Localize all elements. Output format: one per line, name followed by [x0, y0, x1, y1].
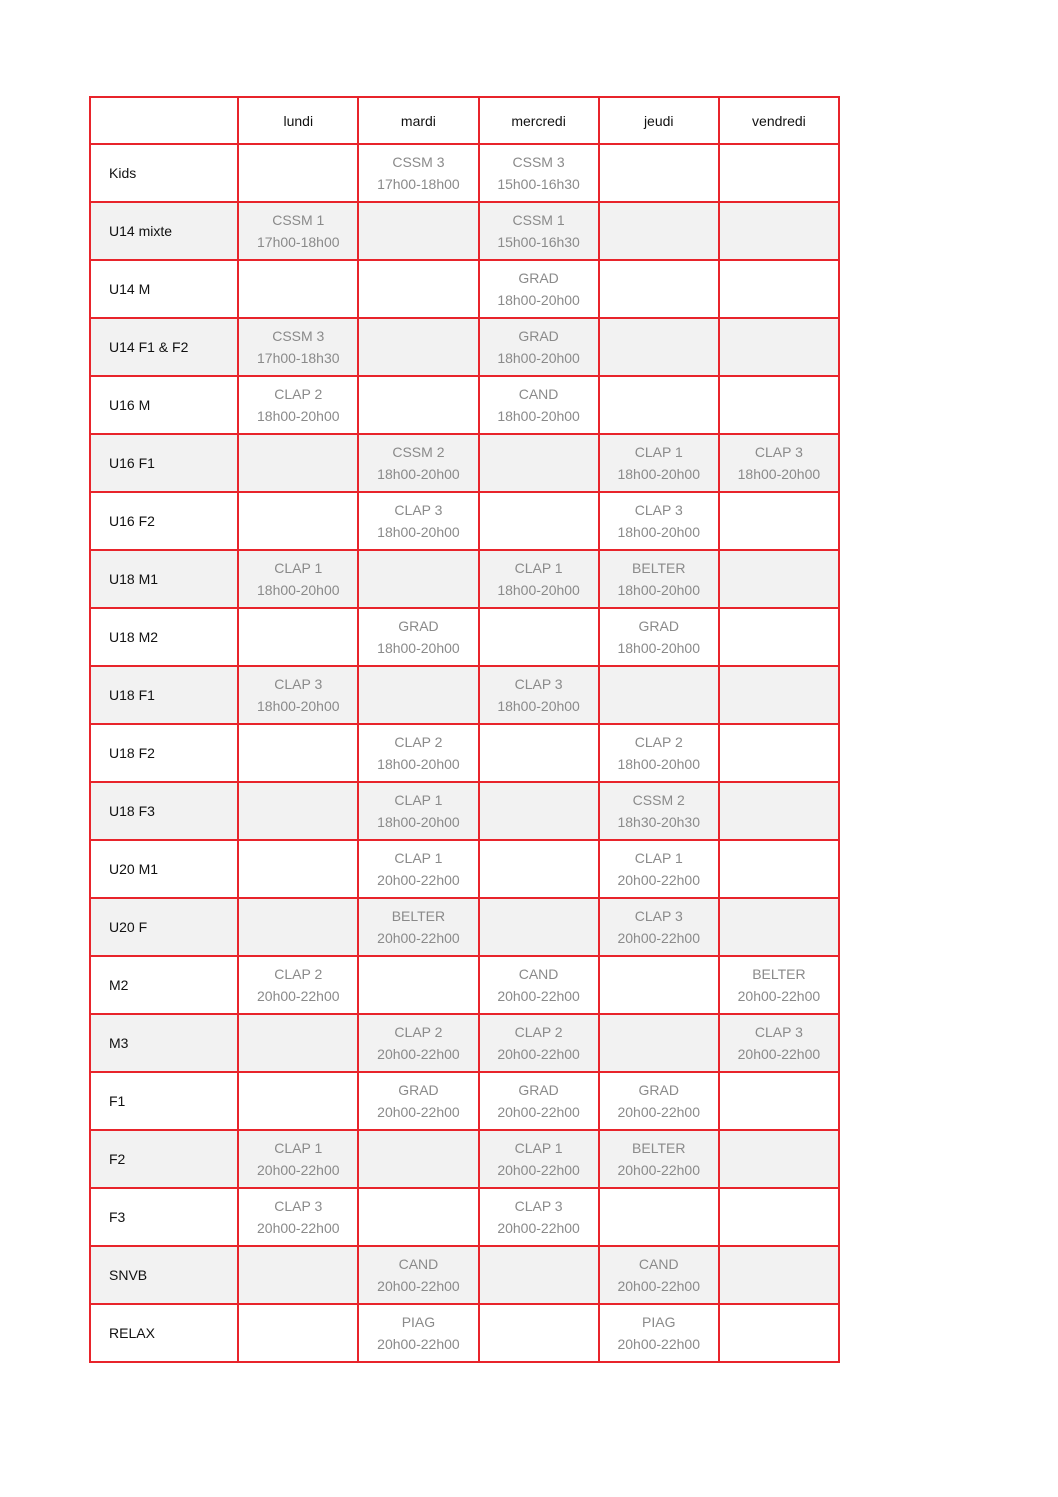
- venue-label: CLAP 1: [394, 850, 443, 866]
- schedule-cell-mercredi: [479, 956, 599, 1014]
- venue-label: CLAP 3: [274, 1198, 323, 1214]
- time-range: 20h00-22h00: [377, 930, 460, 946]
- venue-label: CLAP 3: [514, 1198, 563, 1214]
- time-range: 20h00-22h00: [737, 988, 821, 1004]
- time-range: 20h00-22h00: [497, 1046, 580, 1062]
- team-label: U18 F1: [90, 666, 238, 724]
- venue-label: CAND: [518, 966, 559, 982]
- schedule-cell-mardi: [358, 318, 478, 376]
- venue-label: GRAD: [518, 270, 559, 286]
- time-range: 18h00-20h00: [257, 408, 340, 424]
- day-header-lundi: lundi: [238, 97, 358, 144]
- time-range: 18h00-20h00: [497, 350, 580, 366]
- time-range: 20h00-22h00: [377, 1046, 460, 1062]
- time-range: 20h00-22h00: [617, 872, 700, 888]
- table-row: [90, 434, 839, 492]
- corner-cell: [90, 97, 238, 144]
- table-row: [90, 782, 839, 840]
- schedule-cell-mercredi: [479, 1246, 599, 1304]
- team-label: U14 mixte: [90, 202, 238, 260]
- schedule-cell-jeudi: [599, 1130, 719, 1188]
- schedule-cell-lundi: [238, 1072, 358, 1130]
- table-row: [90, 1130, 839, 1188]
- schedule-cell-mercredi: [479, 1188, 599, 1246]
- schedule-cell-vendredi: [719, 666, 839, 724]
- time-range: 18h00-20h00: [257, 582, 340, 598]
- time-range: 18h00-20h00: [737, 466, 821, 482]
- venue-label: GRAD: [398, 1082, 439, 1098]
- time-range: 17h00-18h00: [257, 234, 340, 250]
- team-label: Kids: [90, 144, 238, 202]
- time-range: 18h00-20h00: [377, 814, 460, 830]
- schedule-cell-jeudi: [599, 318, 719, 376]
- schedule-cell-jeudi: [599, 550, 719, 608]
- time-range: 20h00-22h00: [377, 1104, 460, 1120]
- team-label: F1: [90, 1072, 238, 1130]
- schedule-cell-jeudi: [599, 492, 719, 550]
- schedule-cell-mardi: [358, 1072, 478, 1130]
- time-range: 20h00-22h00: [737, 1046, 821, 1062]
- time-range: 20h00-22h00: [377, 1336, 460, 1352]
- table-row: [90, 1014, 839, 1072]
- schedule-cell-lundi: [238, 840, 358, 898]
- day-header-jeudi: jeudi: [599, 97, 719, 144]
- schedule-cell-jeudi: [599, 956, 719, 1014]
- venue-label: CLAP 3: [274, 676, 323, 692]
- schedule-cell-mardi: [358, 492, 478, 550]
- venue-label: CAND: [638, 1256, 679, 1272]
- schedule-cell-vendredi: [719, 1246, 839, 1304]
- team-label: U14 F1 & F2: [90, 318, 238, 376]
- table-row: [90, 956, 839, 1014]
- time-range: 18h00-20h00: [617, 582, 700, 598]
- venue-label: BELTER: [632, 1140, 686, 1156]
- schedule-cell-mercredi: [479, 1014, 599, 1072]
- schedule-cell-jeudi: [599, 1014, 719, 1072]
- time-range: 18h00-20h00: [257, 698, 340, 714]
- time-range: 18h00-20h00: [617, 756, 700, 772]
- venue-label: BELTER: [632, 560, 686, 576]
- team-label: U16 F2: [90, 492, 238, 550]
- time-range: 20h00-22h00: [257, 1220, 340, 1236]
- schedule-cell-jeudi: [599, 898, 719, 956]
- venue-label: CLAP 1: [274, 560, 323, 576]
- time-range: 18h00-20h00: [377, 640, 460, 656]
- venue-label: BELTER: [391, 908, 446, 924]
- schedule-cell-vendredi: [719, 1014, 839, 1072]
- time-range: 18h00-20h00: [497, 698, 580, 714]
- schedule-cell-lundi: [238, 1188, 358, 1246]
- schedule-cell-mercredi: [479, 376, 599, 434]
- training-schedule-table: [89, 96, 840, 1363]
- schedule-cell-vendredi: [719, 898, 839, 956]
- venue-label: CLAP 1: [514, 560, 563, 576]
- team-label: U18 F2: [90, 724, 238, 782]
- table-row: [90, 144, 839, 202]
- time-range: 20h00-22h00: [377, 872, 460, 888]
- schedule-cell-vendredi: [719, 1130, 839, 1188]
- schedule-cell-mardi: [358, 1304, 478, 1362]
- time-range: 20h00-22h00: [497, 1220, 580, 1236]
- schedule-cell-lundi: [238, 318, 358, 376]
- venue-label: CAND: [398, 1256, 439, 1272]
- schedule-cell-mercredi: [479, 1072, 599, 1130]
- venue-label: CLAP 1: [394, 792, 443, 808]
- schedule-cell-jeudi: [599, 202, 719, 260]
- schedule-cell-jeudi: [599, 724, 719, 782]
- venue-label: CLAP 2: [274, 386, 323, 402]
- schedule-cell-mardi: [358, 260, 478, 318]
- venue-label: CLAP 3: [634, 908, 683, 924]
- schedule-cell-vendredi: [719, 376, 839, 434]
- schedule-cell-mardi: [358, 666, 478, 724]
- schedule-cell-lundi: [238, 144, 358, 202]
- time-range: 20h00-22h00: [617, 1278, 700, 1294]
- table-row: [90, 202, 839, 260]
- header-row: [90, 97, 839, 144]
- time-range: 18h00-20h00: [497, 292, 580, 308]
- time-range: 18h00-20h00: [377, 466, 460, 482]
- venue-label: CLAP 3: [754, 1024, 803, 1040]
- schedule-cell-mercredi: [479, 202, 599, 260]
- time-range: 17h00-18h00: [377, 176, 460, 192]
- team-label: M3: [90, 1014, 238, 1072]
- schedule-cell-vendredi: [719, 1304, 839, 1362]
- team-label: U20 M1: [90, 840, 238, 898]
- schedule-cell-vendredi: [719, 202, 839, 260]
- venue-label: CLAP 2: [634, 734, 683, 750]
- schedule-cell-vendredi: [719, 318, 839, 376]
- schedule-cell-vendredi: [719, 956, 839, 1014]
- schedule-cell-lundi: [238, 608, 358, 666]
- schedule-cell-lundi: [238, 666, 358, 724]
- table-row: [90, 724, 839, 782]
- time-range: 20h00-22h00: [617, 1104, 700, 1120]
- schedule-cell-vendredi: [719, 434, 839, 492]
- table-row: [90, 1246, 839, 1304]
- schedule-cell-lundi: [238, 550, 358, 608]
- schedule-cell-vendredi: [719, 840, 839, 898]
- time-range: 15h00-16h30: [497, 176, 580, 192]
- schedule-cell-lundi: [238, 376, 358, 434]
- team-label: U14 M: [90, 260, 238, 318]
- venue-label: CSSM 3: [392, 154, 445, 170]
- table-row: [90, 608, 839, 666]
- table-row: [90, 260, 839, 318]
- schedule-cell-vendredi: [719, 1188, 839, 1246]
- schedule-cell-vendredi: [719, 1072, 839, 1130]
- schedule-cell-vendredi: [719, 782, 839, 840]
- venue-label: CLAP 2: [514, 1024, 563, 1040]
- schedule-cell-mardi: [358, 956, 478, 1014]
- team-label: SNVB: [90, 1246, 238, 1304]
- time-range: 20h00-22h00: [617, 1162, 700, 1178]
- venue-label: CLAP 2: [394, 734, 443, 750]
- schedule-cell-mercredi: [479, 434, 599, 492]
- time-range: 18h00-20h00: [377, 756, 460, 772]
- schedule-cell-mardi: [358, 840, 478, 898]
- time-range: 18h00-20h00: [617, 466, 700, 482]
- table-row: [90, 898, 839, 956]
- venue-label: CLAP 3: [754, 444, 803, 460]
- schedule-cell-mardi: [358, 1188, 478, 1246]
- venue-label: CLAP 3: [514, 676, 563, 692]
- time-range: 18h00-20h00: [377, 524, 460, 540]
- schedule-cell-mercredi: [479, 840, 599, 898]
- schedule-cell-mardi: [358, 782, 478, 840]
- schedule-body: [90, 144, 839, 1362]
- team-label: RELAX: [90, 1304, 238, 1362]
- table-row: [90, 550, 839, 608]
- time-range: 17h00-18h30: [257, 350, 340, 366]
- schedule-cell-mardi: [358, 376, 478, 434]
- schedule-cell-lundi: [238, 202, 358, 260]
- schedule-cell-jeudi: [599, 666, 719, 724]
- venue-label: CLAP 2: [394, 1024, 443, 1040]
- table-row: [90, 376, 839, 434]
- time-range: 18h00-20h00: [617, 524, 700, 540]
- team-label: U18 F3: [90, 782, 238, 840]
- table-row: [90, 1188, 839, 1246]
- venue-label: CLAP 1: [634, 850, 683, 866]
- schedule-cell-lundi: [238, 782, 358, 840]
- time-range: 20h00-22h00: [617, 1336, 700, 1352]
- time-range: 18h00-20h00: [497, 582, 580, 598]
- venue-label: CSSM 2: [632, 792, 685, 808]
- team-label: F3: [90, 1188, 238, 1246]
- schedule-cell-lundi: [238, 956, 358, 1014]
- venue-label: CLAP 3: [634, 502, 683, 518]
- team-label: M2: [90, 956, 238, 1014]
- schedule-cell-mardi: [358, 898, 478, 956]
- schedule-cell-jeudi: [599, 1246, 719, 1304]
- table-row: [90, 492, 839, 550]
- venue-label: CSSM 3: [272, 328, 325, 344]
- time-range: 20h00-22h00: [617, 930, 700, 946]
- schedule-cell-jeudi: [599, 608, 719, 666]
- schedule-cell-mardi: [358, 724, 478, 782]
- team-label: F2: [90, 1130, 238, 1188]
- table-row: [90, 1304, 839, 1362]
- schedule-cell-mercredi: [479, 144, 599, 202]
- time-range: 20h00-22h00: [497, 1104, 580, 1120]
- table-row: [90, 318, 839, 376]
- schedule-cell-mardi: [358, 202, 478, 260]
- schedule-cell-jeudi: [599, 782, 719, 840]
- schedule-cell-mardi: [358, 434, 478, 492]
- team-label: U20 F: [90, 898, 238, 956]
- venue-label: CSSM 3: [512, 154, 565, 170]
- schedule-cell-lundi: [238, 434, 358, 492]
- schedule-cell-vendredi: [719, 724, 839, 782]
- venue-label: GRAD: [638, 618, 679, 634]
- schedule-cell-mercredi: [479, 782, 599, 840]
- schedule-cell-lundi: [238, 898, 358, 956]
- team-label: U16 M: [90, 376, 238, 434]
- schedule-cell-mardi: [358, 144, 478, 202]
- venue-label: CLAP 1: [514, 1140, 563, 1156]
- venue-label: CSSM 2: [392, 444, 445, 460]
- venue-label: CLAP 3: [394, 502, 443, 518]
- schedule-cell-mercredi: [479, 260, 599, 318]
- venue-label: GRAD: [518, 328, 559, 344]
- venue-label: CLAP 1: [274, 1140, 323, 1156]
- time-range: 20h00-22h00: [257, 988, 340, 1004]
- schedule-cell-jeudi: [599, 840, 719, 898]
- schedule-cell-jeudi: [599, 1304, 719, 1362]
- table-row: [90, 666, 839, 724]
- schedule-cell-lundi: [238, 1130, 358, 1188]
- schedule-cell-mardi: [358, 550, 478, 608]
- time-range: 18h00-20h00: [617, 640, 700, 656]
- schedule-cell-mercredi: [479, 724, 599, 782]
- time-range: 20h00-22h00: [377, 1278, 460, 1294]
- schedule-cell-mardi: [358, 1014, 478, 1072]
- venue-label: PIAG: [401, 1314, 436, 1330]
- schedule-cell-mercredi: [479, 608, 599, 666]
- team-label: U18 M1: [90, 550, 238, 608]
- venue-label: CSSM 1: [272, 212, 325, 228]
- day-header-mercredi: mercredi: [479, 97, 599, 144]
- table-row: [90, 1072, 839, 1130]
- schedule-cell-mardi: [358, 1130, 478, 1188]
- time-range: 18h30-20h30: [617, 814, 700, 830]
- schedule-cell-vendredi: [719, 492, 839, 550]
- time-range: 15h00-16h30: [497, 234, 580, 250]
- schedule-cell-lundi: [238, 1246, 358, 1304]
- team-label: U16 F1: [90, 434, 238, 492]
- schedule-cell-vendredi: [719, 550, 839, 608]
- venue-label: CLAP 1: [634, 444, 683, 460]
- table-row: [90, 840, 839, 898]
- schedule-cell-mardi: [358, 608, 478, 666]
- venue-label: GRAD: [638, 1082, 679, 1098]
- schedule-cell-mercredi: [479, 318, 599, 376]
- schedule-cell-jeudi: [599, 260, 719, 318]
- schedule-cell-jeudi: [599, 1188, 719, 1246]
- schedule-cell-mercredi: [479, 492, 599, 550]
- schedule-cell-jeudi: [599, 144, 719, 202]
- schedule-cell-lundi: [238, 1304, 358, 1362]
- schedule-cell-mercredi: [479, 550, 599, 608]
- team-label: U18 M2: [90, 608, 238, 666]
- venue-label: CLAP 2: [274, 966, 323, 982]
- schedule-cell-mercredi: [479, 898, 599, 956]
- venue-label: PIAG: [642, 1314, 676, 1330]
- day-header-mardi: mardi: [358, 97, 478, 144]
- schedule-cell-vendredi: [719, 260, 839, 318]
- venue-label: BELTER: [752, 966, 806, 982]
- schedule-cell-mercredi: [479, 1304, 599, 1362]
- schedule-cell-jeudi: [599, 376, 719, 434]
- schedule-cell-lundi: [238, 724, 358, 782]
- schedule-cell-mercredi: [479, 1130, 599, 1188]
- schedule-cell-mercredi: [479, 666, 599, 724]
- time-range: 20h00-22h00: [257, 1162, 340, 1178]
- schedule-cell-lundi: [238, 260, 358, 318]
- time-range: 20h00-22h00: [497, 988, 580, 1004]
- schedule-cell-jeudi: [599, 1072, 719, 1130]
- time-range: 20h00-22h00: [497, 1162, 580, 1178]
- schedule-cell-lundi: [238, 492, 358, 550]
- schedule-cell-vendredi: [719, 608, 839, 666]
- venue-label: GRAD: [398, 618, 439, 634]
- venue-label: GRAD: [518, 1082, 559, 1098]
- day-header-vendredi: vendredi: [719, 97, 839, 144]
- schedule-cell-vendredi: [719, 144, 839, 202]
- schedule-cell-mardi: [358, 1246, 478, 1304]
- venue-label: CSSM 1: [512, 212, 565, 228]
- schedule-cell-lundi: [238, 1014, 358, 1072]
- schedule-cell-jeudi: [599, 434, 719, 492]
- venue-label: CAND: [518, 386, 559, 402]
- time-range: 18h00-20h00: [497, 408, 580, 424]
